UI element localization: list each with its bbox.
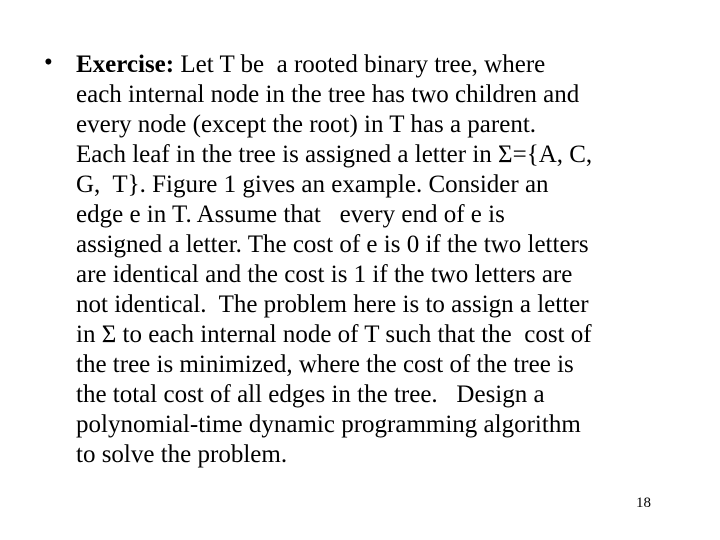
exercise-line-1-text: Let T be a rooted binary tree, where [174, 51, 546, 78]
exercise-line-2: each internal node in the tree has two children and [76, 81, 580, 108]
exercise-line-6: edge e in T. Assume that every end of e is [76, 201, 505, 228]
exercise-text [76, 50, 676, 470]
exercise-line-10: in Σ to each internal node of T such that the cost of [76, 321, 592, 348]
exercise-line-1 [76, 50, 676, 80]
exercise-line-11: the tree is minimized, where the cost of the tree is [76, 351, 574, 378]
exercise-line-7: assigned a letter. The cost of e is 0 if the two letters [76, 231, 589, 258]
exercise-line-4: Each leaf in the tree is assigned a letter in Σ={A, C, [76, 141, 593, 168]
exercise-line-8: are identical and the cost is 1 if the two letters are [76, 261, 573, 288]
exercise-line-9: not identical. The problem here is to assign a letter [76, 291, 589, 318]
exercise-line-14: to solve the problem. [76, 441, 288, 468]
bullet-dot: • [44, 49, 53, 76]
page-number: 18 [636, 495, 651, 511]
exercise-line-5: G, T}. Figure 1 gives an example. Consider an [76, 171, 549, 198]
exercise-line-13: polynomial-time dynamic programming algorithm [76, 411, 581, 438]
exercise-line-12: the total cost of all edges in the tree. Design a [76, 381, 545, 408]
exercise-line-3: every node (except the root) in T has a parent. [76, 111, 537, 138]
exercise-lead: Exercise: [76, 51, 175, 78]
